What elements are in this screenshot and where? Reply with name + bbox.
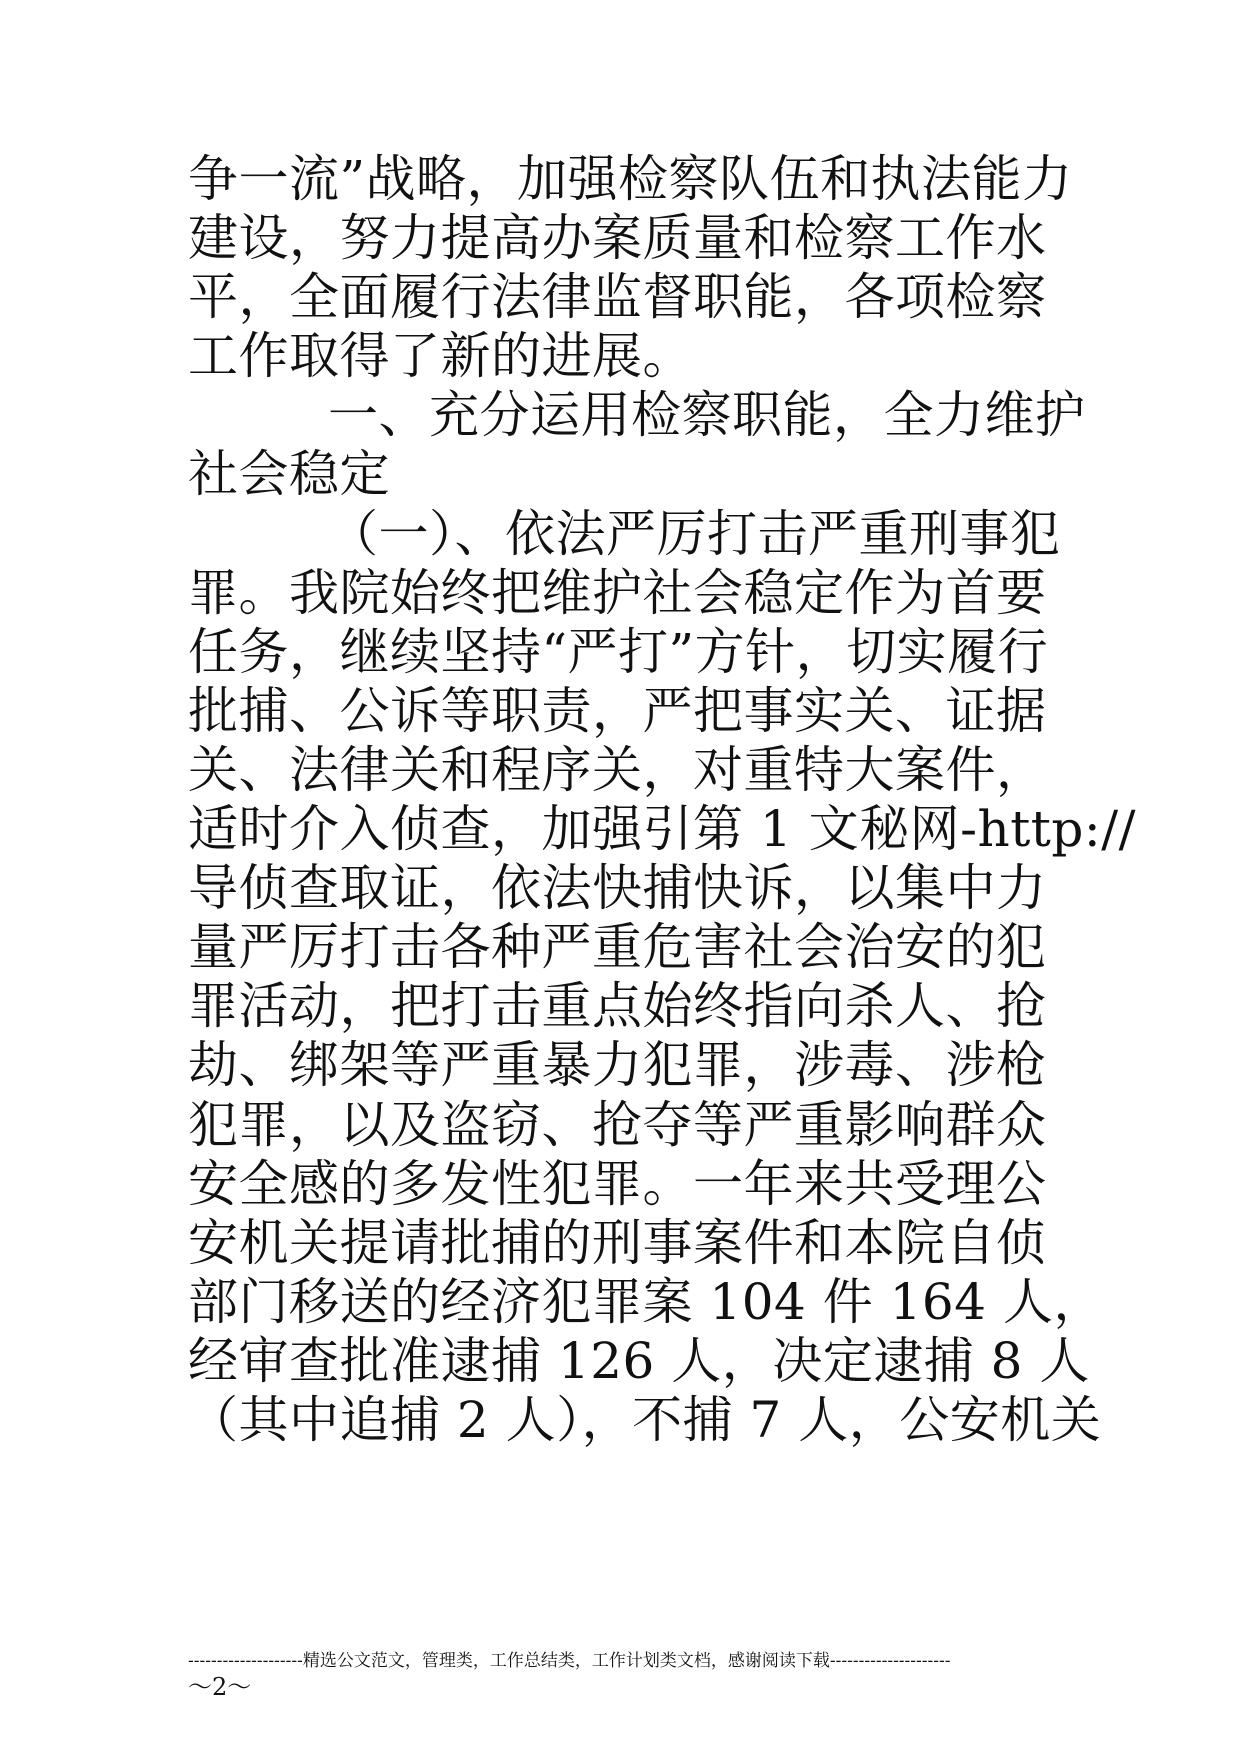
text-line: 关、法律关和程序关，对重特大案件， bbox=[188, 740, 1047, 799]
text-line: 安机关提请批捕的刑事案件和本院自侦 bbox=[188, 1213, 1047, 1272]
text-line: 部门移送的经济犯罪案 104 件 164 人， bbox=[188, 1272, 1104, 1331]
section-heading: 一、充分运用检察职能，全力维护 bbox=[328, 386, 1086, 445]
text-line: 安全感的多发性犯罪。一年来共受理公 bbox=[188, 1154, 1047, 1213]
subsection-heading: （一）、依法严厉打击严重刑事犯 bbox=[328, 504, 1061, 563]
body-text bbox=[188, 150, 1136, 1450]
text-line: 批捕、公诉等职责，严把事实关、证据 bbox=[188, 681, 1047, 740]
text-line: （其中追捕 2 人），不捕 7 人，公安机关 bbox=[188, 1390, 1102, 1449]
text-line: 平，全面履行法律监督职能，各项检察 bbox=[188, 268, 1047, 327]
text-line: 建设，努力提高办案质量和检察工作水 bbox=[188, 209, 1047, 268]
text-line: 社会稳定 bbox=[188, 445, 390, 504]
text-line: 罪活动，把打击重点始终指向杀人、抢 bbox=[188, 977, 1047, 1036]
text-line: 经审查批准逮捕 126 人，决定逮捕 8 人 bbox=[188, 1331, 1090, 1390]
text-line: 量严厉打击各种严重危害社会治安的犯 bbox=[188, 918, 1047, 977]
text-line: 适时介入侦查，加强引第 1 文秘网-http:// bbox=[188, 800, 1136, 859]
page-number: ～2～ bbox=[188, 1673, 252, 1701]
text-line: 犯罪，以及盗窃、抢夺等严重影响群众 bbox=[188, 1095, 1047, 1154]
footer-note: --------------------精选公文范文，管理类，工作总结类，工作计划类文档，感谢阅读下载--------------------- bbox=[188, 1651, 951, 1671]
text-line: 罪。我院始终把维护社会稳定作为首要 bbox=[188, 563, 1047, 622]
text-line: 工作取得了新的进展。 bbox=[188, 327, 693, 386]
text-line: 争一流”战略，加强检察队伍和执法能力 bbox=[188, 150, 1073, 208]
text-line: 任务，继续坚持“严打”方针，切实履行 bbox=[188, 622, 1049, 681]
text-line: 劫、绑架等严重暴力犯罪，涉毒、涉枪 bbox=[188, 1036, 1047, 1095]
text-line: 导侦查取证，依法快捕快诉，以集中力 bbox=[188, 859, 1047, 918]
